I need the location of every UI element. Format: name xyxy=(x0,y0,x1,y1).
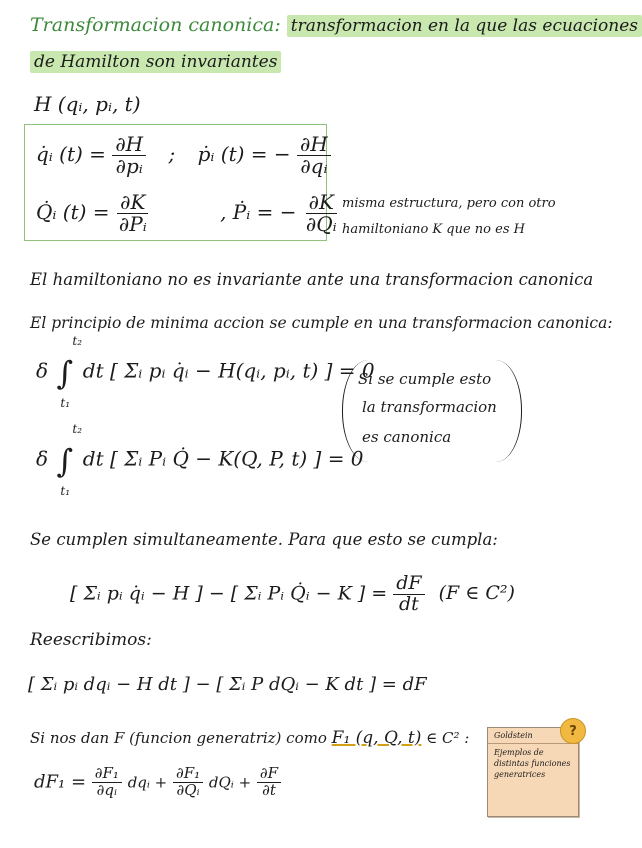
eq4-fraction xyxy=(303,192,340,235)
integral-1: ∫ xyxy=(56,354,74,392)
eq4-lhs: , Ṗᵢ = − xyxy=(220,200,297,224)
integral-2: ∫ xyxy=(56,442,74,480)
eq3-fraction xyxy=(116,192,150,235)
eq-separator: ; xyxy=(168,142,176,166)
generatriz-prefix: Si nos dan F (funcion generatriz) como xyxy=(30,729,327,747)
rewrite-label: Reescribimos: xyxy=(30,630,152,650)
action-body-1: dt [ Σᵢ pᵢ q̇ᵢ − H(qᵢ, pᵢ, t) ] = 0 xyxy=(82,358,375,383)
question-mark-icon[interactable]: ? xyxy=(560,718,586,744)
lower-limit-1: t₁ xyxy=(60,396,71,410)
final-t3-den: ∂t xyxy=(262,780,276,799)
condition-num: dF xyxy=(393,574,424,595)
final-equation xyxy=(34,766,281,799)
final-t1-num: ∂F₁ xyxy=(92,766,122,783)
definition-highlight-1: transformacion en la que las ecuaciones xyxy=(287,15,642,37)
brace-note-line-2: la transformacion xyxy=(362,398,497,416)
hamilton-eq-row-2 xyxy=(36,192,340,235)
delta-1: δ xyxy=(36,358,49,383)
condition-den: dt xyxy=(399,592,419,615)
action-integral-2 xyxy=(36,422,364,498)
eq1-lhs: q̇ᵢ (t) = xyxy=(36,142,106,166)
final-t2-den: ∂Qᵢ xyxy=(176,780,200,799)
final-term1-fraction xyxy=(92,766,122,799)
upper-limit-2: t₂ xyxy=(72,422,83,436)
sentence-not-invariant: El hamiltoniano no es invariante ante una transformacion canonica xyxy=(30,270,594,289)
final-lhs: dF₁ = xyxy=(34,771,87,793)
upper-limit-1: t₂ xyxy=(72,334,83,348)
generatriz-sentence xyxy=(30,728,469,748)
final-t1-tail: dqᵢ + xyxy=(127,773,168,792)
action-integral-1 xyxy=(36,334,375,410)
eq3-den: ∂Pᵢ xyxy=(118,212,147,236)
generatriz-suffix: ∈ C² : xyxy=(426,729,470,747)
delta-2: δ xyxy=(36,446,49,471)
eq3-lhs: Q̇ᵢ (t) = xyxy=(36,200,110,224)
eq2-fraction xyxy=(297,134,331,177)
brace-note-line-3: es canonica xyxy=(362,428,452,446)
sticky-note-header: Goldstein xyxy=(488,728,578,744)
final-t2-tail: dQᵢ + xyxy=(208,773,252,792)
canonical-condition xyxy=(70,574,515,615)
final-t3-num: ∂F xyxy=(257,766,281,783)
final-t2-num: ∂F₁ xyxy=(173,766,203,783)
eq4-den: ∂Qᵢ xyxy=(305,212,337,236)
final-term2-fraction xyxy=(173,766,203,799)
sentence-min-action: El principio de minima accion se cumple en una transformacion canonica: xyxy=(30,314,613,332)
eq4-num: ∂K xyxy=(306,192,337,214)
action-body-2: dt [ Σᵢ Pᵢ Q̇ − K(Q, P, t) ] = 0 xyxy=(82,446,364,471)
condition-lhs: [ Σᵢ pᵢ q̇ᵢ − H ] − [ Σᵢ Pᵢ Q̇ᵢ − K ] = xyxy=(70,582,388,605)
sticky-note[interactable] xyxy=(487,723,579,817)
generatriz-function: F₁ (q, Q, t) xyxy=(331,728,422,748)
final-t1-den: ∂qᵢ xyxy=(96,780,118,799)
final-term3-fraction xyxy=(257,766,281,799)
sticky-note-body: Ejemplos de distintas funciones generatrices xyxy=(494,748,571,779)
side-note-line-2: hamiltoniano K que no es H xyxy=(342,222,525,237)
side-note-line-1: misma estructura, pero con otro xyxy=(342,196,556,211)
sentence-simultaneous: Se cumplen simultaneamente. Para que esto se cumpla: xyxy=(30,530,498,549)
condition-tail: (F ∈ C²) xyxy=(438,582,515,605)
definition-line-2 xyxy=(30,52,281,72)
page-title xyxy=(30,14,642,36)
rewrite-equation: [ Σᵢ pᵢ dqᵢ − H dt ] − [ Σᵢ P dQᵢ − K dt ] = dF xyxy=(28,674,427,695)
eq1-fraction xyxy=(112,134,146,177)
condition-fraction xyxy=(393,574,424,615)
eq2-num: ∂H xyxy=(297,134,331,156)
eq3-num: ∂K xyxy=(117,192,148,214)
title-text: Transformacion canonica: xyxy=(30,14,281,36)
definition-highlight-2: de Hamilton son invariantes xyxy=(30,51,281,73)
eq1-den: ∂pᵢ xyxy=(115,154,143,178)
hamilton-eq-row-1 xyxy=(36,134,331,177)
eq2-lhs: ṗᵢ (t) = − xyxy=(197,142,291,166)
eq1-num: ∂H xyxy=(112,134,146,156)
hamiltonian-label: H (qᵢ, pᵢ, t) xyxy=(34,92,141,116)
brace-note-line-1: Si se cumple esto xyxy=(358,370,492,388)
eq2-den: ∂qᵢ xyxy=(300,154,328,178)
lower-limit-2: t₁ xyxy=(60,484,71,498)
